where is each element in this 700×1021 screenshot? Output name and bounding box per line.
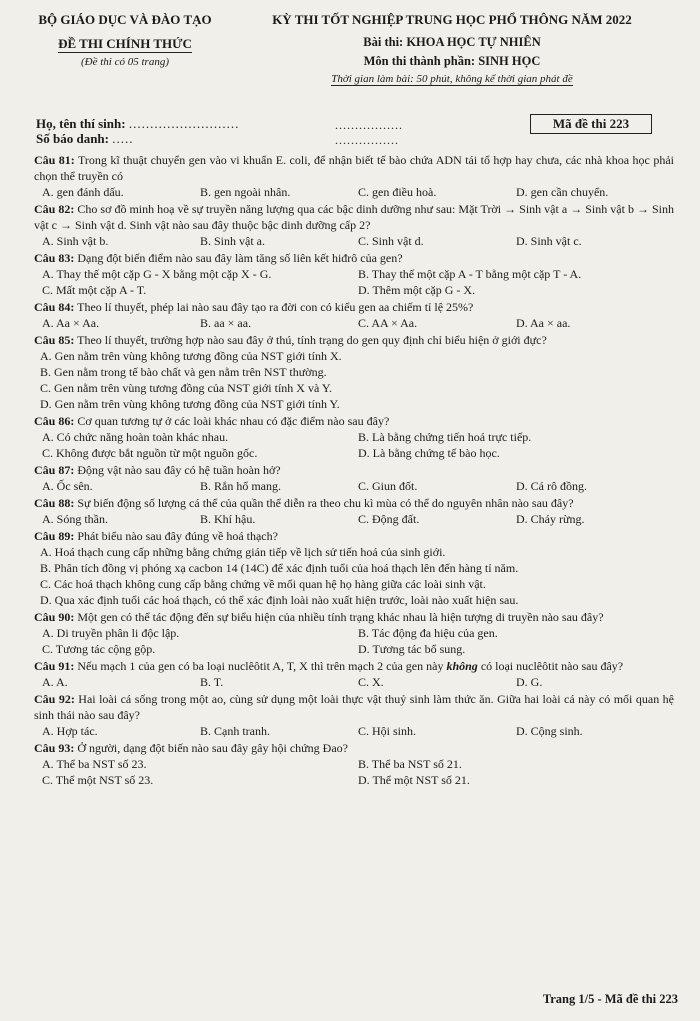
question-stem: [34, 609, 674, 625]
question-text: Theo lí thuyết, phép lai nào sau đây tạo ra đời con có kiểu gen aa chiếm tỉ lệ 25%?: [77, 300, 474, 314]
question-text: Cơ quan tương tự ở các loài khác nhau có đặc điểm nào sau đây?: [77, 414, 390, 428]
question-text: Một gen có thể tác động đến sự biểu hiện của nhiều tính trạng khác nhau là hiện tượng di truyền nào sau đây?: [77, 610, 604, 624]
question: [34, 201, 674, 249]
answer-options: [34, 511, 674, 527]
answer-option: C. AA × Aa.: [358, 316, 418, 330]
question-stem: [34, 462, 674, 478]
question-stem: [34, 201, 674, 233]
answer-option: A. Di truyền phân li độc lập.: [42, 626, 180, 640]
subject: Bài thi: KHOA HỌC TỰ NHIÊN: [363, 35, 541, 49]
answer-option: A. Có chức năng hoàn toàn khác nhau.: [42, 430, 229, 444]
answer-option: C. Các hoá thạch không cung cấp bằng chứng về mối quan hệ họ hàng giữa các loài sinh vật.: [40, 577, 486, 591]
answer-options: [34, 184, 674, 200]
question-text: Theo lí thuyết, trường hợp nào sau đây ở thú, tính trạng do gen quy định chỉ biểu hiện ở giới đực?: [77, 333, 547, 347]
question-number: Câu 88:: [34, 496, 75, 510]
question-text: Ở người, dạng đột biến nào sau đây gây hội chứng Đao?: [77, 741, 348, 755]
answer-options: [34, 478, 674, 494]
answer-option: D. Sinh vật c.: [516, 234, 582, 248]
header-left: [30, 12, 220, 68]
name-label: Họ, tên thí sinh:: [36, 116, 126, 131]
question-number: Câu 89:: [34, 529, 75, 543]
ministry-name: BỘ GIÁO DỤC VÀ ĐÀO TẠO: [38, 12, 212, 27]
question-number: Câu 83:: [34, 251, 75, 265]
answer-option: D. Cháy rừng.: [516, 512, 585, 526]
answer-option: A. Aa × Aa.: [42, 316, 100, 330]
answer-option: A. Hợp tác.: [42, 724, 98, 738]
question: [34, 495, 674, 527]
question-text: Hai loài cá sống trong một ao, cùng sử dụng một loài thực vật thuỷ sinh làm thức ăn. Giữa hai loài cá này có mối quan hệ sinh thái nào sau đây?: [34, 692, 674, 722]
exam-title: KỲ THI TỐT NGHIỆP TRUNG HỌC PHỔ THÔNG NĂM 2022: [272, 12, 632, 27]
page-footer: Trang 1/5 - Mã đề thi 223: [542, 992, 678, 1006]
question-text: Sự biến động số lượng cá thể của quần thể diễn ra theo chu kì mùa có thể do nguyên nhân nào sau đây?: [77, 496, 574, 510]
question-stem: [34, 332, 674, 348]
question-number: Câu 85:: [34, 333, 75, 347]
answer-option: D. Gen nằm trên vùng không tương đồng của NST giới tính Y.: [40, 397, 340, 411]
question-text: Trong kĩ thuật chuyển gen vào vi khuẩn E. coli, để nhận biết tế bào chứa ADN tái tổ hợp hay chưa, các nhà khoa học phải chọn thể truyền có: [34, 153, 674, 183]
question-text: Phát biểu nào sau đây đúng về hoá thạch?: [77, 529, 278, 543]
answer-options: [34, 723, 674, 739]
answer-option: B. Gen nằm trong tế bào chất và gen nằm trên NST thường.: [40, 365, 327, 379]
answer-options: [34, 544, 674, 608]
answer-option: C. gen điều hoà.: [358, 185, 437, 199]
answer-option: D. Qua xác định tuổi các hoá thạch, có thể xác định loài nào xuất hiện trước, loài nào xuất hiện sau.: [40, 593, 519, 607]
answer-option: C. Thể một NST số 23.: [42, 773, 154, 787]
question-stem: [34, 250, 674, 266]
answer-option: A. Hoá thạch cung cấp những bằng chứng gián tiếp về lịch sử tiến hoá của sinh giới.: [40, 545, 446, 559]
question: [34, 658, 674, 690]
answer-option: A. A.: [42, 675, 68, 689]
signature-dots: ................. ................: [335, 118, 403, 147]
answer-option: A. Ốc sên.: [42, 479, 93, 493]
answer-option: A. Gen nằm trên vùng không tương đồng của NST giới tính X.: [40, 349, 342, 363]
question-text: Dạng đột biến điểm nào sau đây làm tăng số liên kết hiđrô của gen?: [77, 251, 403, 265]
question-list: [34, 152, 674, 789]
question: [34, 740, 674, 788]
question: [34, 332, 674, 412]
question-text: Nếu mạch 1 của gen có ba loại nuclêôtit A, T, X thì trên mạch 2 của gen này: [77, 659, 444, 673]
name-dots: ..........................: [128, 116, 240, 131]
answer-option: B. Tác động đa hiệu của gen.: [358, 626, 498, 640]
answer-options: [34, 674, 674, 690]
question-stem: [34, 152, 674, 184]
answer-option: B. aa × aa.: [200, 316, 252, 330]
answer-option: C. X.: [358, 675, 384, 689]
answer-option: C. Giun đốt.: [358, 479, 418, 493]
answer-option: B. Thể ba NST số 21.: [358, 757, 462, 771]
answer-options: [34, 266, 674, 298]
question-stem: [34, 413, 674, 429]
answer-option: C. Không được bắt nguồn từ một nguồn gốc.: [42, 446, 258, 460]
question-number: Câu 82:: [34, 202, 75, 216]
question-number: Câu 84:: [34, 300, 75, 314]
question: [34, 299, 674, 331]
candidate-info: [36, 116, 239, 146]
answer-option: D. Cá rô đồng.: [516, 479, 587, 493]
official-label: ĐỀ THI CHÍNH THỨC: [58, 36, 192, 51]
answer-option: C. Tương tác cộng gộp.: [42, 642, 156, 656]
answer-option: D. Thêm một cặp G - X.: [358, 283, 476, 297]
answer-option: C. Động đất.: [358, 512, 420, 526]
question: [34, 462, 674, 494]
answer-options: [34, 429, 674, 461]
component: Môn thi thành phần: SINH HỌC: [363, 54, 541, 68]
answer-option: D. G.: [516, 675, 543, 689]
question-number: Câu 86:: [34, 414, 75, 428]
answer-option: A. Sóng thần.: [42, 512, 108, 526]
header-right: [232, 12, 672, 87]
question-stem: [34, 495, 674, 511]
id-dots: .....: [112, 131, 134, 146]
answer-option: C. Mất một cặp A - T.: [42, 283, 147, 297]
answer-option: D. Tương tác bổ sung.: [358, 642, 466, 656]
question-stem: [34, 740, 674, 756]
question: [34, 152, 674, 200]
answer-option: D. Cộng sinh.: [516, 724, 583, 738]
pages-note: (Đề thi có 05 trang): [81, 56, 169, 68]
time-note: Thời gian làm bài: 50 phút, không kể thời gian phát đề: [331, 73, 573, 85]
exam-code: Mã đề thi 223: [530, 114, 652, 134]
answer-option: D. Aa × aa.: [516, 316, 571, 330]
question-text: Động vật nào sau đây có hệ tuần hoàn hở?: [77, 463, 281, 477]
question-number: Câu 87:: [34, 463, 75, 477]
answer-option: B. Cạnh tranh.: [200, 724, 270, 738]
question-text: Cho sơ đồ minh hoạ về sự truyền năng lượng qua các bậc dinh dưỡng như sau: Mặt Trời → Sinh vật a → Sinh vật b → Sinh vật c → Sinh vật d. Sinh vật nào sau đây thuộc bậc dinh dưỡng cấp 2?: [34, 202, 674, 232]
question-negation: không: [446, 659, 478, 673]
answer-options: [34, 756, 674, 788]
question-number: Câu 92:: [34, 692, 75, 706]
answer-option: A. gen đánh dấu.: [42, 185, 124, 199]
question-number: Câu 81:: [34, 153, 75, 167]
answer-option: D. Là bằng chứng tế bào học.: [358, 446, 500, 460]
question-stem: [34, 691, 674, 723]
question: [34, 250, 674, 298]
answer-option: C. Sinh vật d.: [358, 234, 424, 248]
answer-option: B. Là bằng chứng tiến hoá trực tiếp.: [358, 430, 532, 444]
answer-option: B. Thay thế một cặp A - T bằng một cặp T - A.: [358, 267, 582, 281]
id-label: Số báo danh:: [36, 131, 109, 146]
answer-option: C. Hội sinh.: [358, 724, 417, 738]
answer-option: A. Sinh vật b.: [42, 234, 109, 248]
answer-option: D. Thể một NST số 21.: [358, 773, 470, 787]
question-stem: [34, 658, 674, 674]
question-number: Câu 93:: [34, 741, 75, 755]
answer-option: D. gen cần chuyển.: [516, 185, 609, 199]
answer-options: [34, 625, 674, 657]
answer-options: [34, 315, 674, 331]
answer-option: B. Sinh vật a.: [200, 234, 265, 248]
question-number: Câu 90:: [34, 610, 75, 624]
answer-option: B. gen ngoài nhân.: [200, 185, 291, 199]
answer-option: C. Gen nằm trên vùng tương đồng của NST giới tính X và Y.: [40, 381, 332, 395]
answer-option: A. Thể ba NST số 23.: [42, 757, 147, 771]
question-number: Câu 91:: [34, 659, 75, 673]
answer-option: B. Phân tích đồng vị phóng xạ cacbon 14 (14C) để xác định tuổi của hoá thạch lên đến hàng tỉ năm.: [40, 561, 519, 575]
question-stem: [34, 528, 674, 544]
answer-option: A. Thay thế một cặp G - X bằng một cặp X - G.: [42, 267, 272, 281]
question-text: có loại nuclêôtit nào sau đây?: [480, 659, 624, 673]
answer-options: [34, 233, 674, 249]
answer-option: B. T.: [200, 675, 224, 689]
answer-options: [34, 348, 674, 412]
question: [34, 691, 674, 739]
question: [34, 413, 674, 461]
question: [34, 528, 674, 608]
answer-option: B. Khí hậu.: [200, 512, 256, 526]
question: [34, 609, 674, 657]
answer-option: B. Rắn hổ mang.: [200, 479, 281, 493]
question-stem: [34, 299, 674, 315]
